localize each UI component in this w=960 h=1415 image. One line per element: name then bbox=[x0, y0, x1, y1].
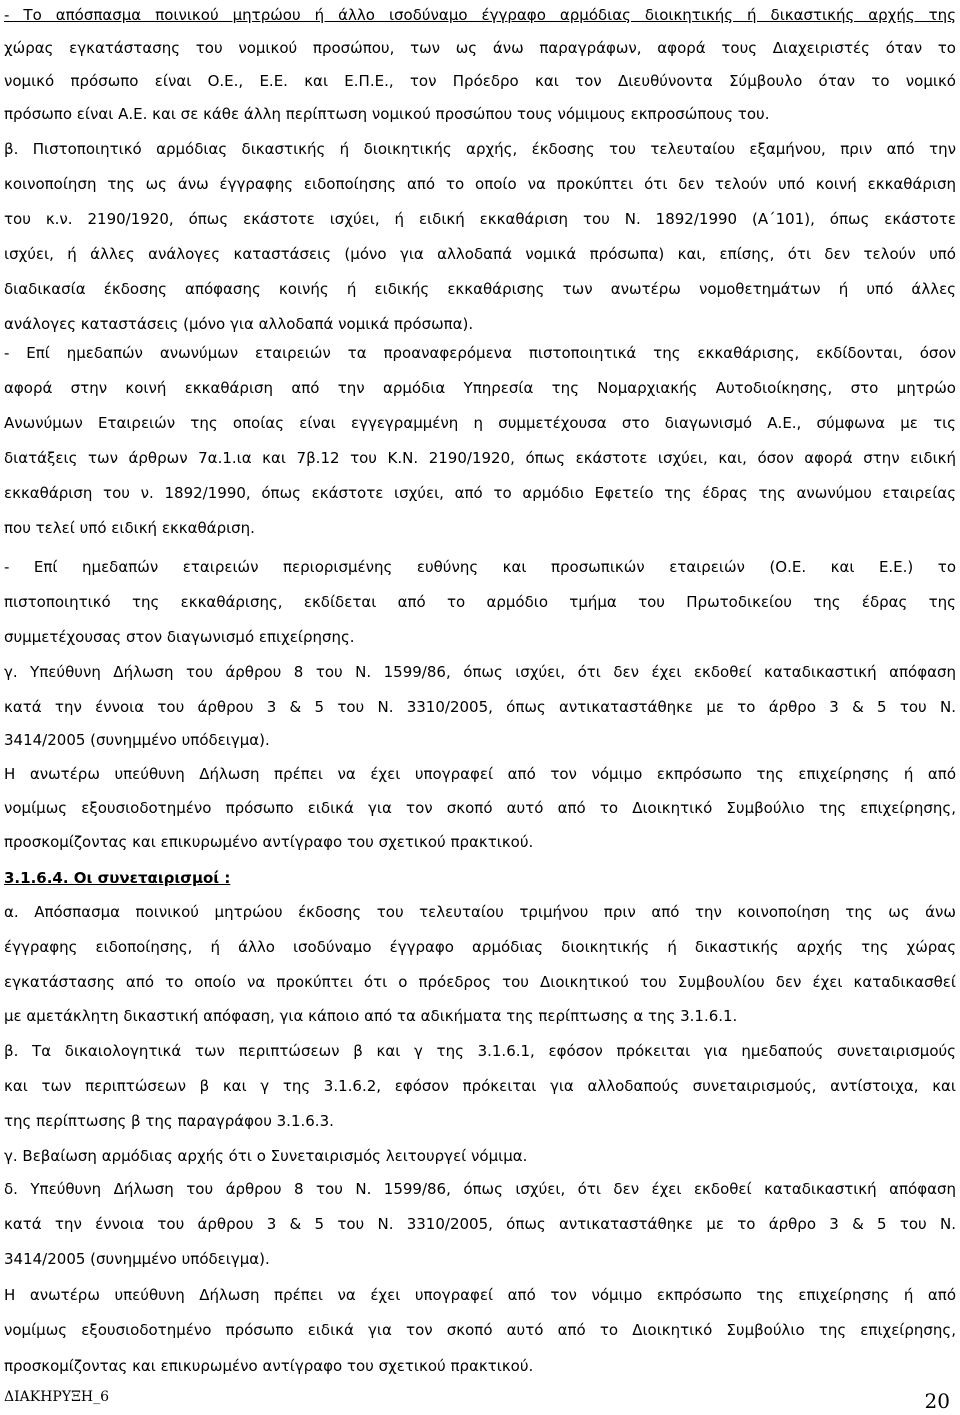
page-number: 20 bbox=[924, 1389, 950, 1413]
text-line: 3.1.6.4. Οι συνεταιρισμοί : bbox=[4, 869, 231, 887]
text-line: εγκατάστασης από το οποίο να προκύπτει ότι ο πρόεδρος του Διοικητικού του Συμβουλίου δεν έχει καταδικασθεί bbox=[4, 973, 956, 991]
text-line: νομικό πρόσωπο είναι Ο.Ε., Ε.Ε. και Ε.Π.Ε., τον Πρόεδρο και τον Διευθύνοντα Σύμβουλο όταν το νομικό bbox=[4, 72, 956, 90]
footer-document-id: ΔΙΑΚΗΡΥΞΗ_6 bbox=[4, 1389, 110, 1405]
text-line: πρόσωπο είναι Α.Ε. και σε κάθε άλλη περίπτωση νομικού προσώπου τους νόμιμους εκπροσώπους του. bbox=[4, 105, 770, 123]
text-line: κατά την έννοια του άρθρου 3 & 5 του Ν. 3310/2005, όπως αντικαταστάθηκε με το άρθρο 3 & 5 του Ν. bbox=[4, 1215, 956, 1233]
text-line: διαδικασία έκδοσης απόφασης κοινής ή ειδικής εκκαθάρισης των ανωτέρω νομοθετημάτων ή υπό άλλες bbox=[4, 280, 956, 298]
text-line: β. Πιστοποιητικό αρμόδιας δικαστικής ή διοικητικής αρχής, έκδοσης του τελευταίου εξαμήνου, πριν από την bbox=[4, 140, 956, 158]
text-line: γ. Υπεύθυνη Δήλωση του άρθρου 8 του Ν. 1599/86, όπως ισχύει, ότι δεν έχει εκδοθεί καταδικαστική απόφαση bbox=[4, 663, 956, 681]
text-line: β. Τα δικαιολογητικά των περιπτώσεων β και γ της 3.1.6.1, εφόσον πρόκειται για ημεδαπούς συνεταιρισμούς bbox=[4, 1042, 956, 1060]
text-line: Ανωνύμων Εταιρειών της οποίας είναι εγγεγραμμένη η συμμετέχουσα στο διαγωνισμό Α.Ε., σύμφωνα με τις bbox=[4, 414, 956, 432]
text-line: που τελεί υπό ειδική εκκαθάριση. bbox=[4, 519, 255, 537]
text-line: νομίμως εξουσιοδοτημένο πρόσωπο ειδικά για τον σκοπό αυτό από το Διοικητικό Συμβούλιο της επιχείρησης, bbox=[4, 1321, 956, 1339]
text-line: με αμετάκλητη δικαστική απόφαση, για κάποιο από τα αδικήματα της περίπτωσης α της 3.1.6.1. bbox=[4, 1007, 738, 1025]
text-line: 3414/2005 (συνημμένο υπόδειγμα). bbox=[4, 731, 270, 749]
text-line: - Επί ημεδαπών ανωνύμων εταιρειών τα προαναφερόμενα πιστοποιητικά της εκκαθάρισης, εκδίδονται, όσον bbox=[4, 344, 956, 362]
text-line: της περίπτωσης β της παραγράφου 3.1.6.3. bbox=[4, 1112, 334, 1130]
text-line: προσκομίζοντας και επικυρωμένο αντίγραφο του σχετικού πρακτικού. bbox=[4, 1357, 534, 1375]
text-line: διατάξεις των άρθρων 7α.1.ια και 7β.12 του Κ.Ν. 2190/1920, όπως εκάστοτε ισχύει, και, όσον αφορά στην ειδική bbox=[4, 449, 956, 467]
text-line: ανάλογες καταστάσεις (μόνο για αλλοδαπά νομικά πρόσωπα). bbox=[4, 315, 474, 333]
text-line: κατά την έννοια του άρθρου 3 & 5 του Ν. 3310/2005, όπως αντικαταστάθηκε με το άρθρο 3 & 5 του Ν. bbox=[4, 698, 956, 716]
text-line: και των περιπτώσεων β και γ της 3.1.6.2, εφόσον πρόκειται για αλλοδαπούς συνεταιρισμούς, αντίστοιχα, και bbox=[4, 1077, 956, 1095]
text-line: Η ανωτέρω υπεύθυνη Δήλωση πρέπει να έχει υπογραφεί από τον νόμιμο εκπρόσωπο της επιχείρησης ή από bbox=[4, 765, 956, 783]
text-line: - Επί ημεδαπών εταιρειών περιορισμένης ευθύνης και προσωπικών εταιρειών (Ο.Ε. και Ε.Ε.) το bbox=[4, 558, 956, 576]
text-line: - Το απόσπασμα ποινικού μητρώου ή άλλο ισοδύναμο έγγραφο αρμόδιας διοικητικής ή δικαστικής αρχής της bbox=[4, 6, 956, 24]
text-line: δ. Υπεύθυνη Δήλωση του άρθρου 8 του Ν. 1599/86, όπως ισχύει, ότι δεν έχει εκδοθεί καταδικαστική απόφαση bbox=[4, 1180, 956, 1198]
text-line: 3414/2005 (συνημμένο υπόδειγμα). bbox=[4, 1250, 270, 1268]
text-line: συμμετέχουσας στον διαγωνισμό επιχείρησης. bbox=[4, 628, 355, 646]
text-line: εκκαθάριση του ν. 1892/1990, όπως εκάστοτε ισχύει, από το αρμόδιο Εφετείο της έδρας της ανωνύμου εταιρείας bbox=[4, 484, 956, 502]
text-line: γ. Βεβαίωση αρμόδιας αρχής ότι ο Συνεταιρισμός λειτουργεί νόμιμα. bbox=[4, 1147, 528, 1165]
text-line: αφορά στην κοινή εκκαθάριση από την αρμόδια Υπηρεσία της Νομαρχιακής Αυτοδιοίκησης, στο μητρώο bbox=[4, 379, 956, 397]
text-line: προσκομίζοντας και επικυρωμένο αντίγραφο του σχετικού πρακτικού. bbox=[4, 833, 534, 851]
text-line: έγγραφης ειδοποίησης, ή άλλο ισοδύναμο έγγραφο αρμόδιας διοικητικής ή δικαστικής αρχής της χώρας bbox=[4, 938, 956, 956]
text-line: κοινοποίηση της ως άνω έγγραφης ειδοποίησης από το οποίο να προκύπτει ότι δεν τελούν υπό κοινή εκκαθάριση bbox=[4, 175, 956, 193]
text-line: ισχύει, ή άλλες ανάλογες καταστάσεις (μόνο για αλλοδαπά νομικά πρόσωπα) και, επίσης, ότι δεν τελούν υπό bbox=[4, 245, 956, 263]
text-line: χώρας εγκατάστασης του νομικού προσώπου, των ως άνω παραγράφων, αφορά τους Διαχειριστές όταν το bbox=[4, 39, 956, 57]
text-line: πιστοποιητικό της εκκαθάρισης, εκδίδεται από το αρμόδιο τμήμα του Πρωτοδικείου της έδρας της bbox=[4, 593, 956, 611]
text-line: Η ανωτέρω υπεύθυνη Δήλωση πρέπει να έχει υπογραφεί από τον νόμιμο εκπρόσωπο της επιχείρησης ή από bbox=[4, 1286, 956, 1304]
text-line: του κ.ν. 2190/1920, όπως εκάστοτε ισχύει, ή ειδική εκκαθάριση του Ν. 1892/1990 (Α΄101), όπως εκάστοτε bbox=[4, 210, 956, 228]
text-line: α. Απόσπασμα ποινικού μητρώου έκδοσης του τελευταίου τριμήνου πριν από την κοινοποίηση της ως άνω bbox=[4, 903, 956, 921]
text-line: νομίμως εξουσιοδοτημένο πρόσωπο ειδικά για τον σκοπό αυτό από το Διοικητικό Συμβούλιο της επιχείρησης, bbox=[4, 799, 956, 817]
